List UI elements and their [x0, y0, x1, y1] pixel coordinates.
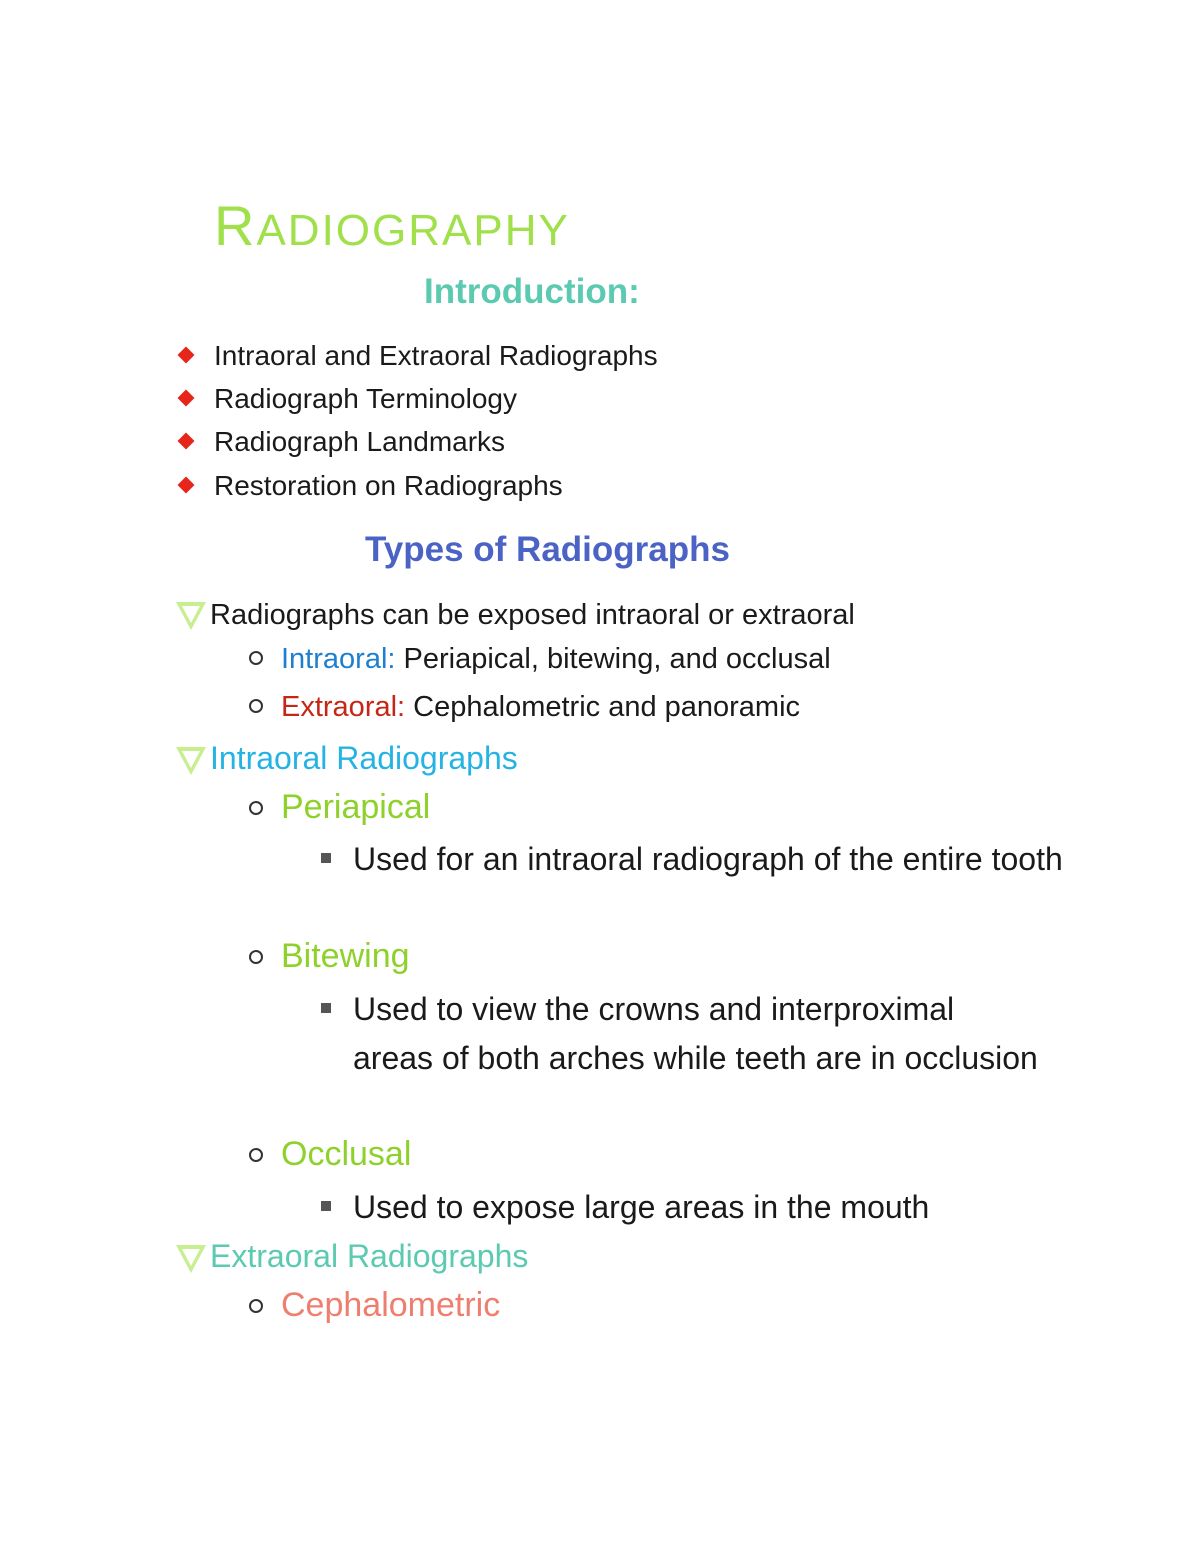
square-bullet-icon — [321, 853, 331, 863]
periapical-desc: Used for an intraoral radiograph of the entire tooth — [353, 841, 1063, 877]
list-item-extraoral-heading — [174, 1235, 528, 1277]
diamond-bullet-icon — [178, 347, 195, 364]
title-initial: R — [214, 194, 257, 257]
occlusal-desc: Used to expose large areas in the mouth — [353, 1189, 930, 1225]
bitewing-desc: Used to view the crowns and interproximal areas of both arches while teeth are in occlusion — [353, 991, 1038, 1076]
list-item-exposure — [174, 596, 855, 634]
intro-item-text: Restoration on Radiographs — [214, 470, 563, 501]
diamond-bullet-icon — [178, 390, 195, 407]
types-heading: Types of Radiographs — [365, 530, 730, 569]
extraoral-label: Extraoral: — [281, 691, 406, 723]
intro-list-item — [176, 468, 563, 504]
intro-list-item — [176, 424, 505, 460]
circle-bullet-icon — [249, 801, 263, 815]
exposure-text: Radiographs can be exposed intraoral or extraoral — [210, 599, 855, 631]
circle-bullet-icon — [249, 1299, 263, 1313]
diamond-bullet-icon — [178, 433, 195, 450]
intro-list-item — [176, 338, 658, 374]
title-rest: ADIOGRAPHY — [256, 206, 570, 255]
periapical-label: Periapical — [281, 788, 431, 826]
list-item-intraoral-types — [249, 640, 831, 678]
intro-item-text: Intraoral and Extraoral Radiographs — [214, 340, 658, 371]
bitewing-label: Bitewing — [281, 937, 410, 975]
circle-bullet-icon — [249, 950, 263, 964]
intro-item-text: Radiograph Terminology — [214, 383, 517, 414]
intraoral-heading: Intraoral Radiographs — [210, 740, 518, 776]
intraoral-label: Intraoral: — [281, 643, 396, 675]
intro-heading: Introduction: — [424, 272, 640, 311]
list-item-occlusal — [249, 1133, 411, 1175]
circle-bullet-icon — [249, 1148, 263, 1162]
list-item-periapical — [249, 786, 430, 828]
extraoral-heading: Extraoral Radiographs — [210, 1238, 529, 1274]
document-title — [214, 190, 570, 267]
intro-item-text: Radiograph Landmarks — [214, 426, 506, 457]
square-bullet-icon — [321, 1201, 331, 1211]
list-item-cephalometric — [249, 1284, 500, 1326]
extraoral-text: Cephalometric and panoramic — [405, 691, 801, 723]
circle-bullet-icon — [249, 699, 263, 713]
occlusal-label: Occlusal — [281, 1135, 412, 1173]
intro-list-item — [176, 381, 517, 417]
list-item-bitewing — [249, 935, 410, 977]
diamond-bullet-icon — [178, 477, 195, 494]
square-bullet-icon — [321, 1003, 331, 1013]
list-item-extraoral-types — [249, 688, 800, 726]
list-item-intraoral-heading — [174, 737, 518, 779]
intraoral-text: Periapical, bitewing, and occlusal — [395, 643, 831, 675]
cephalometric-label: Cephalometric — [281, 1286, 501, 1324]
circle-bullet-icon — [249, 651, 263, 665]
